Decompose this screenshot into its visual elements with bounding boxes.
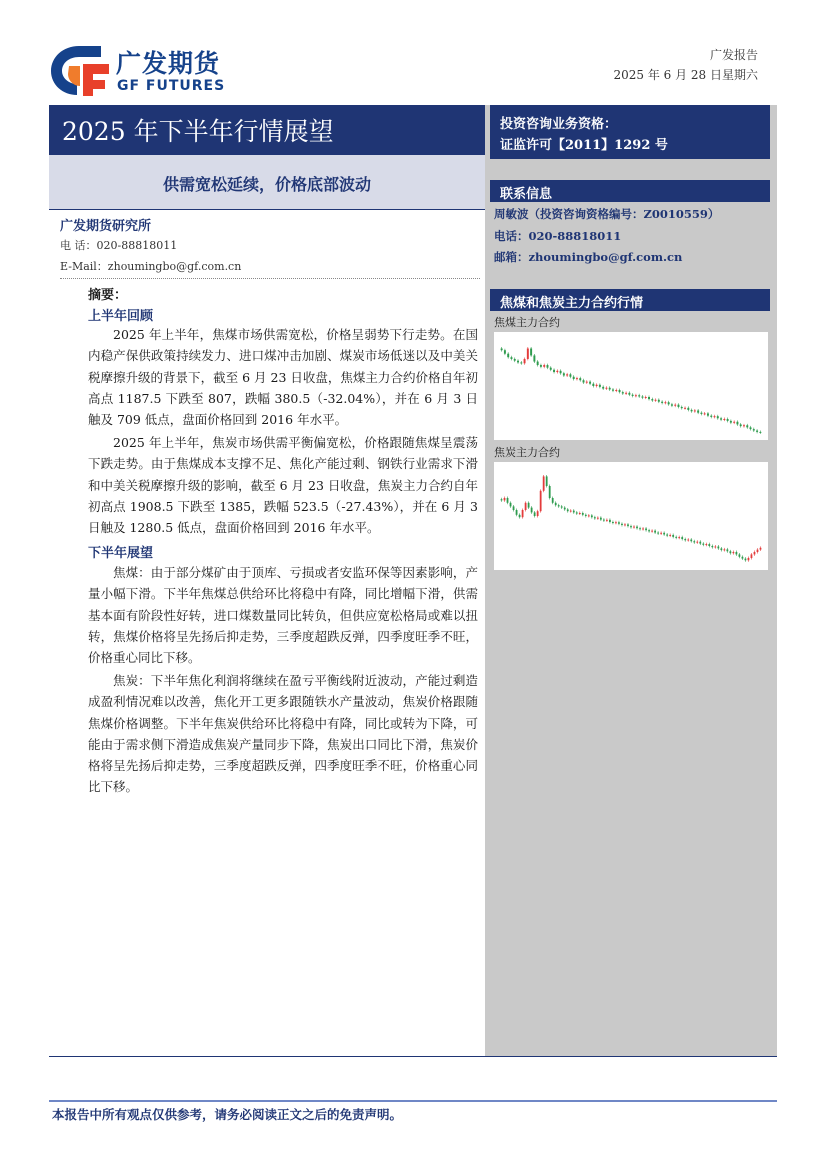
divider <box>49 209 485 210</box>
candle-body <box>657 533 659 534</box>
candle-body <box>582 513 584 515</box>
candle-body <box>702 544 704 545</box>
candle-body <box>651 399 653 400</box>
candle-body <box>693 541 695 542</box>
candle-body <box>622 392 624 393</box>
candle-body <box>732 552 734 553</box>
candle-body <box>555 503 557 505</box>
candle-body <box>549 486 551 498</box>
candle-body <box>751 554 753 558</box>
candle-body <box>632 395 634 396</box>
candle-body <box>550 368 552 370</box>
candle-body <box>563 373 565 375</box>
candle-body <box>672 535 674 537</box>
candle-body <box>655 400 657 401</box>
chart-coking-coal <box>494 332 768 440</box>
candle-body <box>638 395 640 396</box>
candle-body <box>619 390 621 392</box>
candle-body <box>573 377 575 379</box>
contact-name: 周敏波（投资咨询资格编号：Z0010559） <box>494 207 720 221</box>
candle-body <box>684 539 686 540</box>
candle-body <box>681 407 683 408</box>
candle-body <box>717 546 719 548</box>
candle-body <box>609 388 611 390</box>
section-heading-outlook: 下半年展望 <box>88 546 154 561</box>
candle-body <box>570 511 572 512</box>
candle-body <box>540 365 542 367</box>
candle-body <box>525 503 527 510</box>
candle-body <box>513 506 515 510</box>
candle-body <box>603 520 605 521</box>
candle-body <box>561 506 563 507</box>
candle-body <box>516 510 518 515</box>
report-title: 2025 年下半年行情展望 <box>62 117 334 146</box>
candle-body <box>696 542 698 543</box>
candle-body <box>609 520 611 522</box>
abstract-label: 摘要： <box>88 288 128 303</box>
candle-body <box>674 405 676 406</box>
candle-body <box>510 503 512 507</box>
candle-body <box>533 355 535 361</box>
candle-body <box>552 498 554 503</box>
candle-body <box>671 404 673 405</box>
candle-body <box>675 537 677 538</box>
candle-body <box>615 390 617 391</box>
candle-body <box>592 384 594 386</box>
candle-body <box>534 512 536 516</box>
candle-body <box>750 427 752 429</box>
institute-phone: 电 话：020-88818011 <box>60 239 178 252</box>
candle-body <box>543 365 545 367</box>
candle-body <box>723 549 725 550</box>
disclaimer: 本报告中所有观点仅供参考，请务必阅读正文之后的免责声明。 <box>52 1107 403 1122</box>
paragraph-coking-coal-review: 2025 年上半年，焦煤市场供需宽松，价格呈弱势下行走势。在国内稳产保供政策持续发力、进口煤冲击加剧、煤炭市场低迷以及中美关税摩擦升级的背景下，截至 6 月 23 日收盘，焦煤主力合约价格自年初高点 1187.5 下跌至 807，跌幅 380.5（-32.04%），并在 6 月 3 日触及 709 低点，盘面价格回到 2016 年水平。 <box>88 327 478 428</box>
candle-body <box>739 554 741 556</box>
candle-body <box>707 413 709 415</box>
candle-body <box>546 476 548 486</box>
candle-body <box>606 520 608 521</box>
candle-body <box>740 424 742 426</box>
candle-body <box>651 531 653 532</box>
qualification-license: 证监许可【2011】1292 号 <box>500 138 668 153</box>
candle-body <box>624 524 626 525</box>
bottom-divider <box>49 1056 777 1057</box>
candle-body <box>639 528 641 529</box>
candle-body <box>717 416 719 418</box>
candle-body <box>585 515 587 516</box>
candle-body <box>558 505 560 506</box>
candle-body <box>630 526 632 527</box>
candle-body <box>501 348 503 350</box>
candle-body <box>591 515 593 517</box>
candle-body <box>699 542 701 544</box>
candle-body <box>681 537 683 539</box>
candle-body <box>727 419 729 421</box>
chart-coke-svg <box>494 462 768 570</box>
candle-body <box>504 498 506 500</box>
company-name-en: GF FUTURES <box>117 78 226 94</box>
candle-body <box>759 432 761 433</box>
candle-body <box>687 540 689 541</box>
candle-body <box>757 550 759 552</box>
institute-name: 广发期货研究所 <box>60 219 152 234</box>
paragraph-coke-outlook: 焦炭：下半年焦化利润将继续在盈亏平衡线附近波动，产能过剩造成盈利情况难以改善，焦化开工更多跟随铁水产量波动，焦炭价格跟随焦煤价格调整。下半年焦炭供给环比将稳中有降，同比或转为下降，可能由于需求侧下滑造成焦炭产量同步下降，焦炭出口同比下滑，焦炭价格将呈先扬后抑走势，三季度超跌反弹，四季度旺季不旺，价格重心同比下移。 <box>88 673 478 795</box>
candle-body <box>700 413 702 414</box>
candle-body <box>642 528 644 529</box>
candle-body <box>612 522 614 523</box>
candle-body <box>711 546 713 547</box>
candle-body <box>687 408 689 410</box>
candle-body <box>753 429 755 430</box>
chart-label-coke: 焦炭主力合约 <box>494 446 560 459</box>
candle-body <box>756 431 758 432</box>
candle-body <box>615 522 617 523</box>
candle-body <box>754 552 756 554</box>
candle-body <box>742 557 744 559</box>
candle-body <box>690 540 692 542</box>
chart-coking-coal-svg <box>494 332 768 440</box>
candle-body <box>743 425 745 426</box>
candle-body <box>748 558 750 560</box>
report-subtitle: 供需宽松延续，价格底部波动 <box>162 175 371 194</box>
candle-body <box>597 518 599 519</box>
candle-body <box>735 552 737 554</box>
candle-body <box>627 524 629 526</box>
candle-body <box>556 371 558 372</box>
candle-body <box>720 548 722 550</box>
candle-body <box>501 499 503 500</box>
candle-body <box>531 508 533 513</box>
candle-body <box>678 537 680 538</box>
candle-body <box>710 416 712 417</box>
candle-body <box>599 385 601 387</box>
candle-body <box>589 382 591 384</box>
candle-body <box>720 418 722 419</box>
candle-body <box>636 527 638 529</box>
candle-body <box>645 397 647 398</box>
candle-body <box>664 402 666 403</box>
candle-body <box>579 378 581 380</box>
paragraph-coke-review: 2025 年上半年，焦炭市场供需平衡偏宽松，价格跟随焦煤呈震荡下跌走势。由于焦煤成本支撑不足、焦化产能过剩、钢铁行业需求下滑和中美关税摩擦升级的影响，截至 6 月 23 日收盘，焦炭主力合约自年初高点 1908.5 下跌至 1385，跌幅 523.5（-27.43%），并在 6 月 3 日触及 1280.5 低点，盘面价格回到 2016 年水平。 <box>88 435 478 536</box>
footer-divider <box>49 1100 777 1102</box>
candle-body <box>697 410 699 412</box>
candle-body <box>714 416 716 417</box>
candle-body <box>714 546 716 547</box>
candle-body <box>678 405 680 407</box>
candle-body <box>540 491 542 511</box>
candle-body <box>537 362 539 365</box>
candle-body <box>543 476 545 490</box>
candle-body <box>621 524 623 525</box>
report-date: 2025 年 6 月 28 日星期六 <box>613 68 758 82</box>
candle-body <box>691 410 693 411</box>
candle-body <box>510 357 512 359</box>
candle-body <box>726 549 728 551</box>
candle-body <box>600 518 602 520</box>
candle-body <box>566 374 568 375</box>
candle-body <box>524 359 526 363</box>
candle-body <box>579 513 581 514</box>
candle-body <box>567 509 569 511</box>
candle-body <box>628 393 630 395</box>
candle-body <box>760 548 762 550</box>
candle-body <box>530 348 532 355</box>
candle-body <box>694 410 696 411</box>
paragraph-coking-coal-outlook: 焦煤：由于部分煤矿由于顶库、亏损或者安监环保等因素影响，产量小幅下滑。下半年焦煤总供给环比将稳中有降，同比增幅下滑，供需基本面有阶段性好转，进口煤数量同比转负，但供应宽松格局或难以扭转，焦煤价格将呈先扬后抑走势，三季度超跌反弹，四季度旺季不旺，价格重心同比下移。 <box>88 565 478 666</box>
company-name: 广发期货 <box>116 49 221 78</box>
candle-body <box>723 419 725 420</box>
candle-body <box>586 382 588 383</box>
candle-body <box>704 413 706 414</box>
gf-logo-icon <box>49 42 111 98</box>
candle-body <box>520 362 522 363</box>
section-heading-review: 上半年回顾 <box>88 309 154 324</box>
candle-body <box>519 515 521 517</box>
chart-coke <box>494 462 768 570</box>
candle-body <box>514 359 516 361</box>
candle-body <box>594 517 596 518</box>
candle-body <box>528 503 530 508</box>
candle-body <box>733 422 735 423</box>
contact-header: 联系信息 <box>500 187 553 202</box>
candle-body <box>560 371 562 373</box>
candle-body <box>666 534 668 535</box>
sidebar-background <box>485 105 777 1056</box>
candle-body <box>648 397 650 399</box>
candle-body <box>507 498 509 503</box>
candle-body <box>648 530 650 531</box>
candle-body <box>658 400 660 402</box>
candle-body <box>547 365 549 368</box>
candle-body <box>730 421 732 423</box>
candle-body <box>745 559 747 561</box>
contact-email[interactable]: 邮箱：zhoumingbo@gf.com.cn <box>494 250 683 264</box>
candle-body <box>645 528 647 530</box>
candle-body <box>517 361 519 363</box>
candle-body <box>661 402 663 403</box>
candle-body <box>660 533 662 534</box>
contact-phone: 电话：020-88818011 <box>494 229 622 243</box>
candle-body <box>573 511 575 513</box>
candle-body <box>583 380 585 382</box>
candle-body <box>618 522 620 524</box>
candle-body <box>576 378 578 379</box>
candle-body <box>605 388 607 389</box>
chart-label-coking-coal: 焦煤主力合约 <box>494 316 560 329</box>
report-type: 广发报告 <box>709 48 758 62</box>
candle-body <box>641 396 643 397</box>
candle-body <box>736 422 738 425</box>
candle-body <box>663 533 665 535</box>
candle-body <box>612 389 614 390</box>
candle-body <box>553 370 555 372</box>
dotted-divider <box>60 278 480 279</box>
candle-body <box>654 531 656 533</box>
candle-body <box>705 544 707 545</box>
candle-body <box>569 374 571 376</box>
candle-body <box>633 527 635 528</box>
candle-body <box>596 385 598 386</box>
candle-body <box>504 350 506 353</box>
candle-body <box>708 544 710 546</box>
candle-body <box>576 512 578 513</box>
candle-body <box>729 551 731 553</box>
candle-body <box>602 387 604 389</box>
candle-body <box>625 393 627 394</box>
candle-body <box>537 511 539 516</box>
candle-body <box>746 425 748 427</box>
candle-body <box>588 515 590 516</box>
candle-body <box>668 402 670 404</box>
candle-body <box>669 535 671 536</box>
candle-body <box>684 408 686 409</box>
candle-body <box>507 354 509 357</box>
candle-body <box>527 348 529 358</box>
qualification-title: 投资咨询业务资格： <box>500 117 618 132</box>
institute-email[interactable]: E-Mail：zhoumingbo@gf.com.cn <box>60 260 242 273</box>
candle-body <box>564 508 566 510</box>
charts-header: 焦煤和焦炭主力合约行情 <box>500 296 644 311</box>
candle-body <box>635 395 637 396</box>
candle-body <box>522 510 524 517</box>
